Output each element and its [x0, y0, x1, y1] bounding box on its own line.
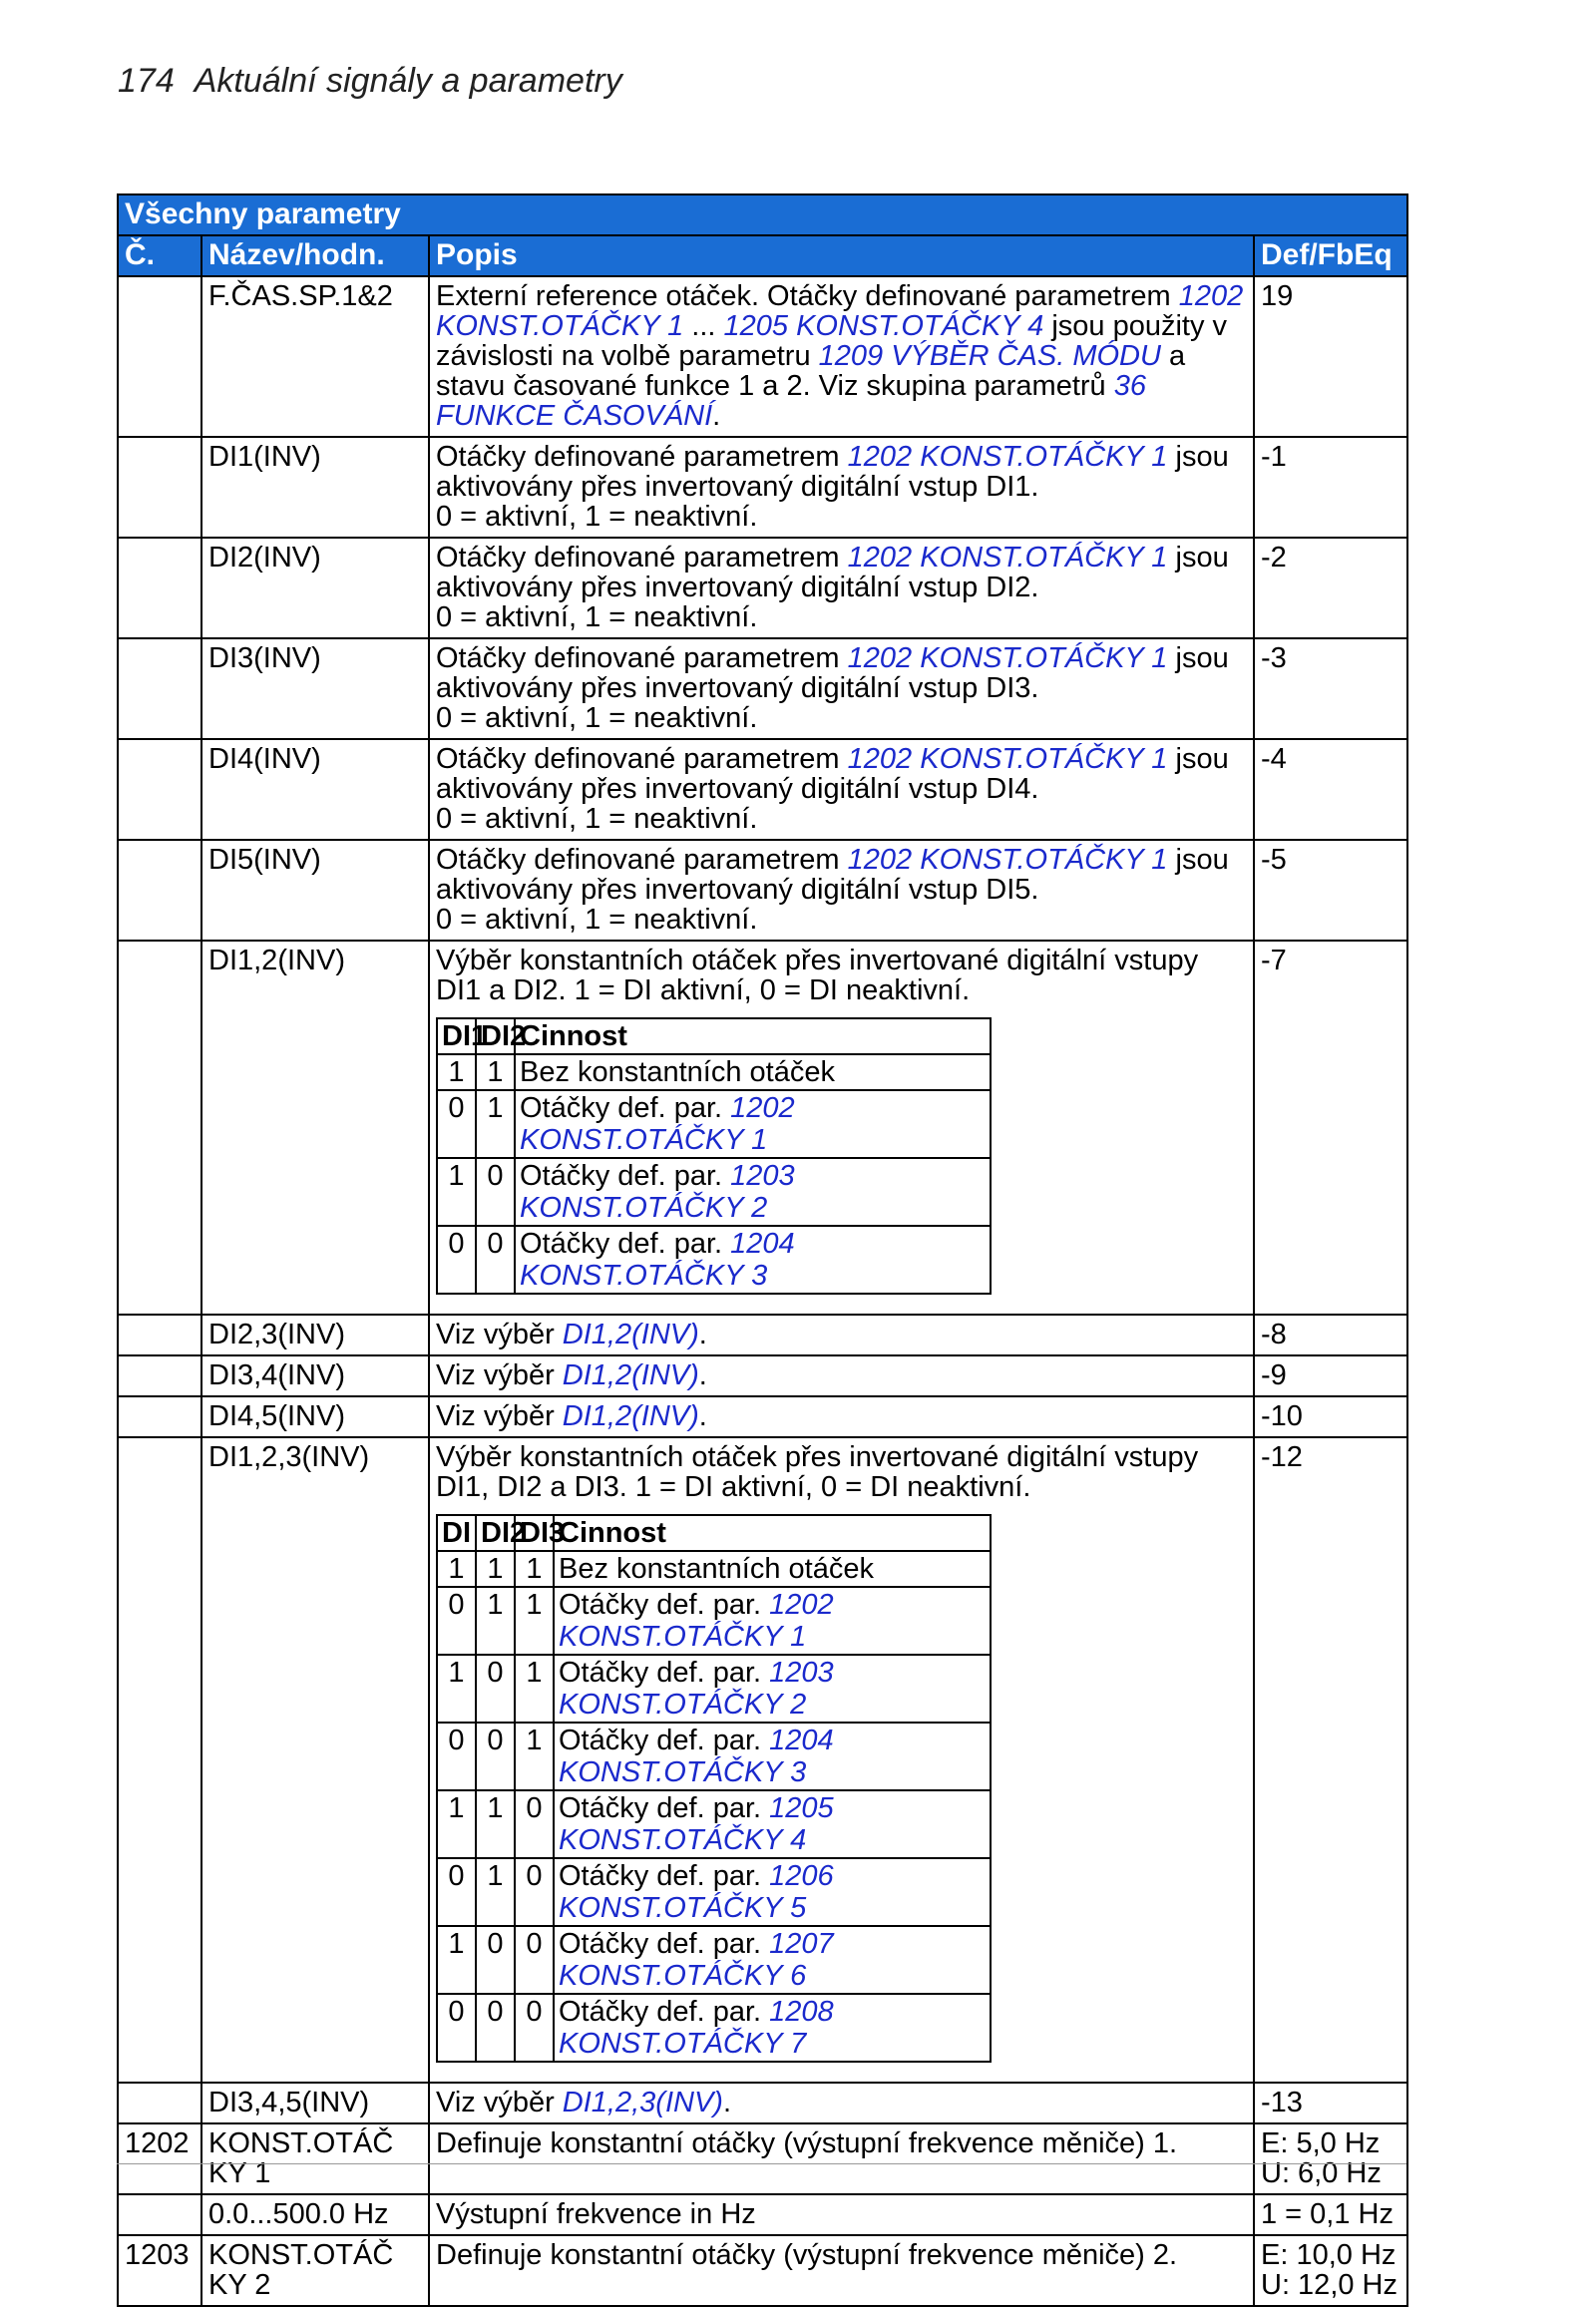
subtable-header: Cinnost	[554, 1515, 991, 1551]
di-state: 1	[515, 1655, 554, 1723]
description-text	[436, 543, 1247, 632]
description-segment: Definuje konstantní otáčky (výstupní frekvence měniče) 2.	[436, 2239, 1178, 2271]
param-number	[118, 2194, 201, 2235]
param-number	[118, 1315, 201, 1355]
table-row	[118, 638, 1407, 739]
table-row	[118, 941, 1407, 1315]
param-number: 1202	[118, 2123, 201, 2194]
description-text	[436, 2128, 1247, 2158]
section-title: Aktuální signály a parametry	[194, 62, 622, 100]
action-text: Otáčky def. par.	[559, 1928, 770, 1960]
di-state: 1	[437, 1551, 476, 1587]
di-state: 1	[437, 1158, 476, 1226]
description-text	[436, 946, 1247, 1005]
param-default: -2	[1254, 538, 1407, 638]
param-reference-link[interactable]: 1204 KONST.OTÁČKY 3	[520, 1228, 795, 1292]
param-default: E: 5,0 Hz U: 6,0 Hz	[1254, 2123, 1407, 2194]
di-state: 1	[476, 1551, 515, 1587]
subtable-row	[437, 1926, 991, 1994]
param-name: 0.0...500.0 Hz	[201, 2194, 429, 2235]
description-segment: Definuje konstantní otáčky (výstupní frekvence měniče) 1.	[436, 2127, 1178, 2159]
param-number	[118, 437, 201, 538]
param-reference-link[interactable]: 1202 KONST.OTÁČKY 1	[847, 642, 1168, 674]
table-row	[118, 2194, 1407, 2235]
table-row	[118, 2083, 1407, 2123]
param-reference-link[interactable]: 1208 KONST.OTÁČKY 7	[559, 1996, 834, 2060]
param-name: DI1,2,3(INV)	[201, 1437, 429, 2083]
param-description	[429, 2123, 1254, 2194]
param-number	[118, 538, 201, 638]
param-name: F.ČAS.SP.1&2	[201, 276, 429, 437]
subtable-header: DI2	[476, 1515, 515, 1551]
subtable-row	[437, 1655, 991, 1723]
param-description	[429, 638, 1254, 739]
description-segment: ...	[683, 310, 724, 342]
param-name: DI3(INV)	[201, 638, 429, 739]
description-segment: .	[712, 400, 721, 432]
description-segment: 0 = aktivní, 1 = neaktivní.	[436, 501, 758, 533]
action-text: Otáčky def. par.	[559, 1860, 770, 1892]
description-segment: 0 = aktivní, 1 = neaktivní.	[436, 803, 758, 835]
table-row	[118, 739, 1407, 840]
param-number: 1203	[118, 2235, 201, 2306]
action-text: Otáčky def. par.	[520, 1092, 731, 1124]
param-number	[118, 276, 201, 437]
subtable-row	[437, 1551, 991, 1587]
param-name: DI5(INV)	[201, 840, 429, 941]
table-row	[118, 276, 1407, 437]
column-header-default: Def/FbEq	[1254, 235, 1407, 276]
description-segment: Výběr konstantních otáček přes invertované digitální vstupy DI1 a DI2. 1 = DI aktivní, 0 = DI neaktivní.	[436, 945, 1199, 1006]
di-state: 1	[437, 1054, 476, 1090]
di-state: 0	[515, 1994, 554, 2062]
action-text: Otáčky def. par.	[559, 1725, 770, 1756]
description-segment: Viz výběr	[436, 1400, 563, 1432]
param-name: DI1,2(INV)	[201, 941, 429, 1315]
action-cell	[554, 1655, 991, 1723]
description-segment: jsou aktivovány přes invertovaný digitální vstup DI5.	[436, 844, 1229, 906]
param-default: E: 10,0 Hz U: 12,0 Hz	[1254, 2235, 1407, 2306]
description-segment: 0 = aktivní, 1 = neaktivní.	[436, 904, 758, 936]
di-state: 1	[476, 1090, 515, 1158]
param-reference-link[interactable]: 1205 KONST.OTÁČKY 4	[559, 1792, 834, 1856]
param-name: KONST.OTÁČ KY 2	[201, 2235, 429, 2306]
di-state: 0	[476, 1226, 515, 1294]
table-title: Všechny parametry	[118, 194, 1407, 235]
di-state: 1	[437, 1926, 476, 1994]
di-state: 0	[437, 1994, 476, 2062]
action-cell	[554, 1994, 991, 2062]
table-row	[118, 2123, 1407, 2194]
param-number	[118, 739, 201, 840]
description-segment: .	[698, 1319, 707, 1350]
di-state: 0	[437, 1858, 476, 1926]
param-default: -8	[1254, 1315, 1407, 1355]
description-segment: jsou použity v závislosti na volbě parametru	[436, 310, 1228, 372]
column-header-number: Č.	[118, 235, 201, 276]
param-reference-link[interactable]: 1206 KONST.OTÁČKY 5	[559, 1860, 834, 1924]
di-state: 1	[476, 1790, 515, 1858]
subtable-row	[437, 1226, 991, 1294]
param-reference-link[interactable]: 1205 KONST.OTÁČKY 4	[723, 310, 1044, 342]
subtable-row	[437, 1790, 991, 1858]
param-number	[118, 1396, 201, 1437]
action-cell	[515, 1054, 991, 1090]
param-description	[429, 1315, 1254, 1355]
param-description	[429, 538, 1254, 638]
di-state: 1	[476, 1054, 515, 1090]
description-segment: Otáčky definované parametrem	[436, 642, 848, 674]
description-text	[436, 1320, 1247, 1349]
description-segment: Otáčky definované parametrem	[436, 441, 848, 473]
action-cell	[515, 1090, 991, 1158]
description-segment: jsou aktivovány přes invertovaný digitální vstup DI3.	[436, 642, 1229, 704]
page-number: 174	[118, 62, 175, 100]
param-default: -10	[1254, 1396, 1407, 1437]
param-name: DI1(INV)	[201, 437, 429, 538]
action-cell	[515, 1158, 991, 1226]
table-row	[118, 1396, 1407, 1437]
action-cell	[554, 1858, 991, 1926]
subtable-row	[437, 1054, 991, 1090]
subtable-header: DI	[437, 1515, 476, 1551]
param-description	[429, 739, 1254, 840]
description-text	[436, 2199, 1247, 2229]
action-text: Otáčky def. par.	[559, 1792, 770, 1824]
description-text	[436, 281, 1247, 431]
di-state: 1	[515, 1587, 554, 1655]
param-number	[118, 1437, 201, 2083]
description-segment: Otáčky definované parametrem	[436, 844, 848, 876]
selection-subtable	[436, 1017, 992, 1295]
column-header-description: Popis	[429, 235, 1254, 276]
param-name: DI4(INV)	[201, 739, 429, 840]
param-reference-link[interactable]: 36 FUNKCE ČASOVÁNÍ	[436, 370, 1147, 432]
description-text	[436, 1442, 1247, 1502]
description-segment: Viz výběr	[436, 1319, 563, 1350]
table-row	[118, 437, 1407, 538]
action-text: Otáčky def. par.	[520, 1228, 731, 1260]
table-row	[118, 2235, 1407, 2306]
di-state: 0	[515, 1858, 554, 1926]
subtable-row	[437, 1723, 991, 1790]
param-description	[429, 1396, 1254, 1437]
di-state: 0	[515, 1790, 554, 1858]
param-reference-link[interactable]: 1202 KONST.OTÁČKY 1	[847, 542, 1168, 574]
di-state: 0	[476, 1926, 515, 1994]
description-segment: 0 = aktivní, 1 = neaktivní.	[436, 702, 758, 734]
description-text	[436, 1401, 1247, 1431]
param-name: DI3,4,5(INV)	[201, 2083, 429, 2123]
footer-divider	[117, 2163, 1406, 2164]
action-cell	[554, 1551, 991, 1587]
description-text	[436, 2088, 1247, 2117]
param-reference-link[interactable]: 1202 KONST.OTÁČKY 1	[847, 441, 1168, 473]
param-reference-link[interactable]: 1209 VÝBĚR ČAS. MÓDU	[818, 340, 1161, 372]
param-reference-link[interactable]: DI1,2(INV)	[562, 1319, 699, 1350]
table-title-row	[118, 194, 1407, 235]
action-cell	[554, 1790, 991, 1858]
table-row	[118, 1355, 1407, 1396]
param-description	[429, 2083, 1254, 2123]
subtable-header-row	[437, 1515, 991, 1551]
di-state: 0	[437, 1226, 476, 1294]
param-default: -3	[1254, 638, 1407, 739]
di-state: 0	[437, 1587, 476, 1655]
param-reference-link[interactable]: 1207 KONST.OTÁČKY 6	[559, 1928, 834, 1992]
param-description	[429, 437, 1254, 538]
param-reference-link[interactable]: DI1,2,3(INV)	[562, 2087, 723, 2118]
description-segment: 0 = aktivní, 1 = neaktivní.	[436, 601, 758, 633]
param-description	[429, 1355, 1254, 1396]
table-row	[118, 538, 1407, 638]
di-state: 0	[437, 1723, 476, 1790]
param-number	[118, 2083, 201, 2123]
description-segment: Výstupní frekvence in Hz	[436, 2198, 756, 2230]
action-text: Otáčky def. par.	[559, 1657, 770, 1689]
table-row	[118, 840, 1407, 941]
di-state: 1	[437, 1655, 476, 1723]
param-description	[429, 840, 1254, 941]
param-default: -5	[1254, 840, 1407, 941]
description-segment: jsou aktivovány přes invertovaný digitální vstup DI4.	[436, 743, 1229, 805]
subtable-header: DI1	[437, 1018, 476, 1054]
param-reference-link[interactable]: 1204 KONST.OTÁČKY 3	[559, 1725, 834, 1788]
di-state: 0	[437, 1090, 476, 1158]
description-segment: .	[698, 1359, 707, 1391]
table-row	[118, 1315, 1407, 1355]
action-cell	[554, 1587, 991, 1655]
description-text	[436, 643, 1247, 733]
action-text: Otáčky def. par.	[520, 1160, 731, 1192]
di-state: 0	[476, 1158, 515, 1226]
subtable-header-row	[437, 1018, 991, 1054]
table-row	[118, 1437, 1407, 2083]
subtable-header: Cinnost	[515, 1018, 991, 1054]
subtable-row	[437, 1090, 991, 1158]
description-segment: jsou aktivovány přes invertovaný digitální vstup DI2.	[436, 542, 1229, 603]
param-default: -9	[1254, 1355, 1407, 1396]
description-segment: .	[698, 1400, 707, 1432]
param-default: -1	[1254, 437, 1407, 538]
description-segment: Výběr konstantních otáček přes invertované digitální vstupy DI1, DI2 a DI3. 1 = DI aktivní, 0 = DI neaktivní.	[436, 1441, 1199, 1503]
param-reference-link[interactable]: 1202 KONST.OTÁČKY 1	[847, 844, 1168, 876]
di-state: 1	[476, 1587, 515, 1655]
description-segment: Otáčky definované parametrem	[436, 743, 848, 775]
param-description	[429, 2194, 1254, 2235]
description-text	[436, 845, 1247, 935]
param-reference-link[interactable]: 1202 KONST.OTÁČKY 1	[847, 743, 1168, 775]
subtable-header: DI3	[515, 1515, 554, 1551]
param-default: -4	[1254, 739, 1407, 840]
param-default: -12	[1254, 1437, 1407, 2083]
parameters-table	[117, 193, 1408, 2307]
column-header-name: Název/hodn.	[201, 235, 429, 276]
action-text: Otáčky def. par.	[559, 1589, 770, 1621]
param-reference-link[interactable]: DI1,2(INV)	[562, 1359, 699, 1391]
description-text	[436, 442, 1247, 532]
selection-subtable	[436, 1514, 992, 2063]
param-reference-link[interactable]: 1203 KONST.OTÁČKY 2	[520, 1160, 795, 1224]
description-segment: .	[722, 2087, 732, 2118]
param-reference-link[interactable]: 1203 KONST.OTÁČKY 2	[559, 1657, 834, 1721]
param-name: KONST.OTÁČ KY 1	[201, 2123, 429, 2194]
param-number	[118, 840, 201, 941]
action-text: Bez konstantních otáček	[559, 1553, 874, 1585]
subtable-row	[437, 1858, 991, 1926]
param-default: 1 = 0,1 Hz	[1254, 2194, 1407, 2235]
param-name: DI4,5(INV)	[201, 1396, 429, 1437]
di-state: 1	[476, 1858, 515, 1926]
param-default: 19	[1254, 276, 1407, 437]
description-segment: jsou aktivovány přes invertovaný digitální vstup DI1.	[436, 441, 1229, 503]
param-reference-link[interactable]: 1202 KONST.OTÁČKY 1	[520, 1092, 795, 1156]
action-cell	[554, 1723, 991, 1790]
subtable-row	[437, 1587, 991, 1655]
param-description	[429, 276, 1254, 437]
description-segment: Viz výběr	[436, 1359, 563, 1391]
action-cell	[515, 1226, 991, 1294]
page-header	[118, 62, 622, 101]
di-state: 1	[437, 1790, 476, 1858]
description-segment: Otáčky definované parametrem	[436, 542, 848, 574]
description-text	[436, 2240, 1247, 2270]
param-name: DI2(INV)	[201, 538, 429, 638]
di-state: 0	[476, 1655, 515, 1723]
action-text: Bez konstantních otáček	[520, 1056, 835, 1088]
subtable-header: DI2	[476, 1018, 515, 1054]
param-name: DI2,3(INV)	[201, 1315, 429, 1355]
param-default: -7	[1254, 941, 1407, 1315]
param-default: -13	[1254, 2083, 1407, 2123]
param-description	[429, 941, 1254, 1315]
subtable-row	[437, 1158, 991, 1226]
param-name: DI3,4(INV)	[201, 1355, 429, 1396]
di-state: 1	[515, 1551, 554, 1587]
table-header-row	[118, 235, 1407, 276]
param-number	[118, 638, 201, 739]
param-reference-link[interactable]: DI1,2(INV)	[562, 1400, 699, 1432]
di-state: 0	[476, 1994, 515, 2062]
param-description	[429, 1437, 1254, 2083]
subtable-row	[437, 1994, 991, 2062]
description-segment: Externí reference otáček. Otáčky definované parametrem	[436, 280, 1179, 312]
di-state: 0	[515, 1926, 554, 1994]
di-state: 0	[476, 1723, 515, 1790]
param-number	[118, 941, 201, 1315]
di-state: 1	[515, 1723, 554, 1790]
description-text	[436, 744, 1247, 834]
description-segment: Viz výběr	[436, 2087, 563, 2118]
action-text: Otáčky def. par.	[559, 1996, 770, 2028]
action-cell	[554, 1926, 991, 1994]
param-reference-link[interactable]: 1202 KONST.OTÁČKY 1	[559, 1589, 834, 1653]
param-number	[118, 1355, 201, 1396]
param-description	[429, 2235, 1254, 2306]
description-text	[436, 1360, 1247, 1390]
param-reference-link[interactable]: 1202 KONST.OTÁČKY 1	[436, 280, 1244, 342]
description-segment: a stavu časované funkce 1 a 2. Viz skupina parametrů	[436, 340, 1186, 402]
